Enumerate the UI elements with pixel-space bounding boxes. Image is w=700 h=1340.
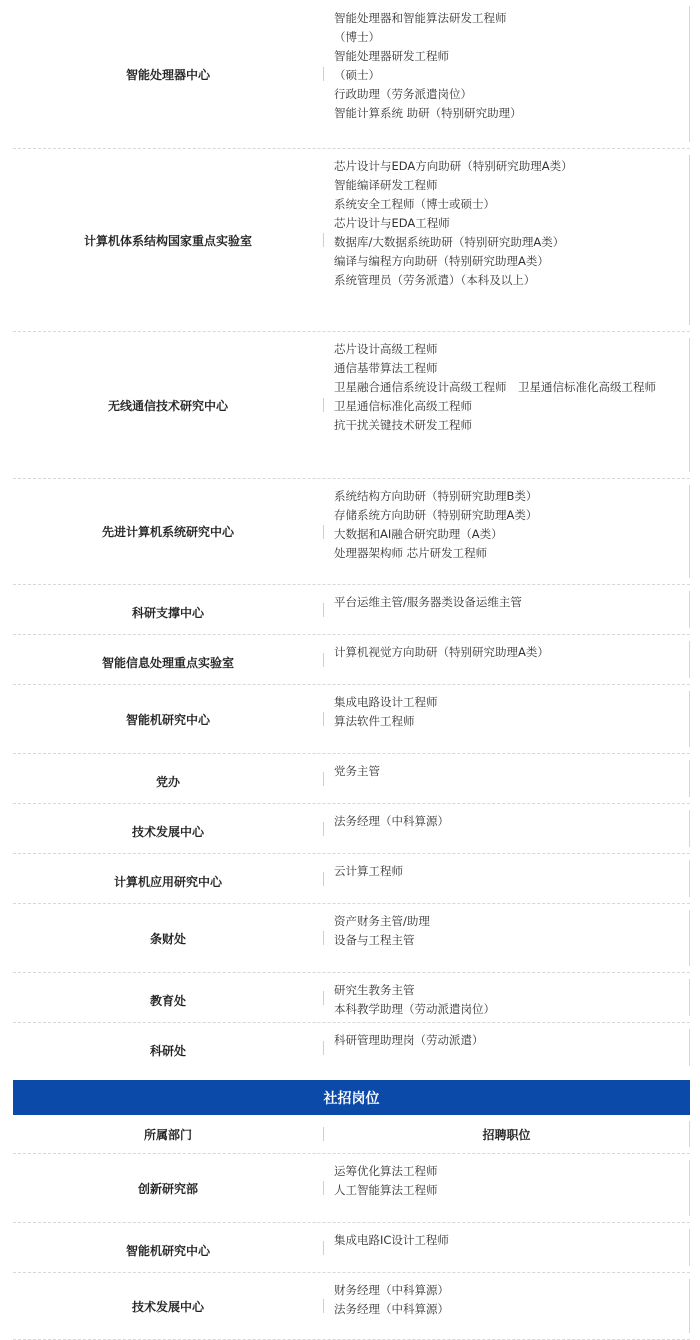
post-item[interactable]: 数据库/大数据系统助研（特别研究助理A类）	[334, 235, 565, 249]
post-item[interactable]: 智能处理器和智能算法研发工程师	[334, 11, 507, 25]
column-header-dept: 所属部门	[143, 1127, 192, 1142]
dept-cell: 智能信息处理重点实验室	[101, 656, 234, 670]
dept-cell: 教育处	[149, 994, 186, 1008]
post-item[interactable]: 集成电路设计工程师	[334, 695, 438, 709]
posts-cell	[323, 149, 690, 331]
table-row	[13, 332, 690, 479]
post-item[interactable]: 平台运维主管/服务器类设备运维主管	[334, 595, 522, 609]
post-item[interactable]: 芯片设计与EDA方向助研（特别研究助理A类）	[334, 159, 573, 173]
posts-cell	[323, 904, 690, 972]
dept-cell: 科研处	[149, 1044, 186, 1058]
posts-cell	[323, 854, 690, 903]
table-row	[13, 149, 690, 332]
table-row	[13, 1273, 690, 1340]
post-item[interactable]: 处理器架构师 芯片研发工程师	[334, 546, 488, 560]
posts-cell	[323, 1154, 690, 1222]
table-row	[13, 754, 690, 804]
table-row	[13, 1223, 690, 1273]
post-item[interactable]: 财务经理（中科算源）	[334, 1283, 449, 1297]
dept-cell: 技术发展中心	[131, 825, 204, 839]
post-item[interactable]: 芯片设计与EDA工程师	[334, 216, 450, 230]
table-row	[13, 635, 690, 685]
post-item[interactable]: 芯片设计高级工程师	[334, 342, 438, 356]
post-item[interactable]: 设备与工程主管	[334, 933, 415, 947]
post-item[interactable]: 计算机视觉方向助研（特别研究助理A类）	[334, 645, 549, 659]
table-row	[13, 854, 690, 904]
post-item[interactable]: 卫星融合通信系统设计高级工程师 卫星通信标准化高级工程师	[334, 380, 656, 394]
post-item[interactable]: 卫星通信标准化高级工程师	[334, 399, 472, 413]
posts-cell	[323, 1223, 690, 1272]
post-item[interactable]: 本科教学助理（劳动派遣岗位）	[334, 1002, 495, 1016]
post-item[interactable]: 法务经理（中科算源）	[334, 814, 449, 828]
dept-cell: 无线通信技术研究中心	[107, 398, 228, 413]
table-row	[13, 973, 690, 1023]
post-item[interactable]: 集成电路IC设计工程师	[334, 1233, 449, 1247]
posts-cell	[323, 332, 690, 478]
posts-cell	[323, 685, 690, 753]
table-row	[13, 685, 690, 754]
posts-cell	[323, 754, 690, 803]
table-row	[13, 1154, 690, 1223]
dept-cell: 科研支撑中心	[131, 606, 204, 620]
post-item[interactable]: 党务主管	[334, 764, 380, 778]
post-item[interactable]: 系统安全工程师（博士或硕士）	[334, 197, 495, 211]
post-item[interactable]: 资产财务主管/助理	[334, 914, 430, 928]
posts-cell	[323, 635, 690, 684]
dept-cell: 智能机研究中心	[125, 712, 210, 727]
dept-cell: 计算机应用研究中心	[113, 875, 222, 889]
post-item[interactable]: （博士）	[334, 30, 380, 44]
posts-cell	[323, 585, 690, 634]
dept-cell: 计算机体系结构国家重点实验室	[83, 233, 252, 248]
posts-cell	[323, 1023, 690, 1072]
post-item[interactable]: 研究生教务主管	[334, 983, 415, 997]
dept-cell: 智能机研究中心	[125, 1244, 210, 1258]
dept-cell: 智能处理器中心	[125, 67, 210, 82]
table-row	[13, 479, 690, 585]
table-row	[13, 585, 690, 635]
dept-cell: 条财处	[149, 931, 186, 946]
post-item[interactable]: 行政助理（劳务派遣岗位）	[334, 87, 472, 101]
post-item[interactable]: 智能计算系统 助研（特别研究助理）	[334, 106, 522, 120]
post-item[interactable]: 运筹优化算法工程师	[334, 1164, 438, 1178]
post-item[interactable]: 智能处理器研发工程师	[334, 49, 449, 63]
posts-cell	[323, 479, 690, 584]
post-item[interactable]: 科研管理助理岗（劳动派遣）	[334, 1033, 484, 1047]
posts-cell	[323, 0, 690, 148]
post-item[interactable]: （硕士）	[334, 68, 380, 82]
post-item[interactable]: 抗干扰关键技术研发工程师	[334, 418, 472, 432]
posts-cell	[323, 1273, 690, 1339]
table-row	[13, 1023, 690, 1072]
job-table	[13, 0, 690, 1340]
section-title-social: 社招岗位	[13, 1080, 690, 1115]
posts-cell	[323, 804, 690, 853]
table-row	[13, 0, 690, 149]
table-row	[13, 804, 690, 854]
post-item[interactable]: 大数据和AI融合研究助理（A类）	[334, 527, 503, 541]
post-item[interactable]: 人工智能算法工程师	[334, 1183, 438, 1197]
post-item[interactable]: 法务经理（中科算源）	[334, 1302, 449, 1316]
post-item[interactable]: 系统管理员（劳务派遣）（本科及以上）	[334, 273, 536, 287]
posts-cell	[323, 973, 690, 1022]
dept-cell: 党办	[155, 775, 180, 789]
post-item[interactable]: 编译与编程方向助研（特别研究助理A类）	[334, 254, 549, 268]
dept-cell: 技术发展中心	[131, 1299, 204, 1314]
dept-cell: 先进计算机系统研究中心	[101, 525, 234, 539]
post-item[interactable]: 云计算工程师	[334, 864, 403, 878]
post-item[interactable]: 智能编译研发工程师	[334, 178, 438, 192]
table-row	[13, 904, 690, 973]
post-item[interactable]: 算法软件工程师	[334, 714, 415, 728]
table-header-row	[13, 1115, 690, 1154]
post-item[interactable]: 系统结构方向助研（特别研究助理B类）	[334, 489, 538, 503]
dept-cell: 创新研究部	[137, 1181, 198, 1196]
post-item[interactable]: 通信基带算法工程师	[334, 361, 438, 375]
post-item[interactable]: 存储系统方向助研（特别研究助理A类）	[334, 508, 538, 522]
column-header-post: 招聘职位	[323, 1115, 690, 1153]
